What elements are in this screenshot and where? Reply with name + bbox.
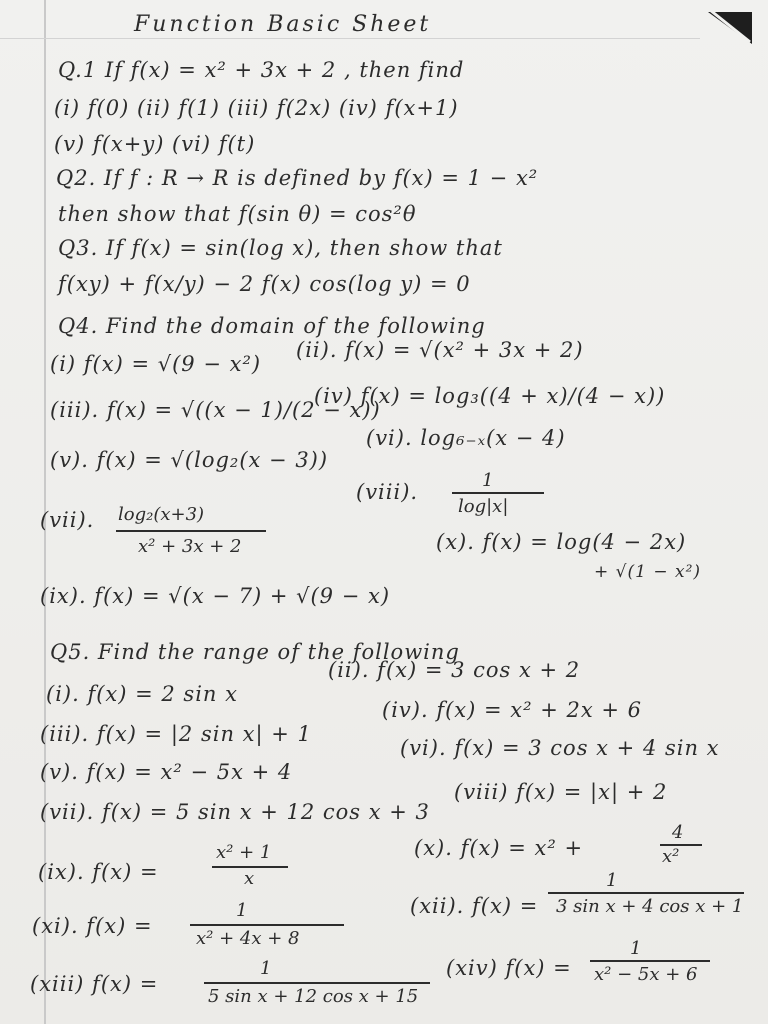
q2-line2: then show that f(sin θ) = cos²θ <box>58 202 417 226</box>
q5-item-xi-label: (xi). f(x) = <box>32 914 153 938</box>
q5-item-xiii-denominator: 5 sin x + 12 cos x + 15 <box>208 986 419 1007</box>
q5-heading: Q5. Find the range of the following <box>50 640 460 664</box>
q1-line1: Q.1 If f(x) = x² + 3x + 2 , then find <box>58 58 465 82</box>
q4-item-viii-numerator: 1 <box>482 470 494 491</box>
q5-item-ii: (ii). f(x) = 3 cos x + 2 <box>328 658 581 682</box>
q3-line2: f(xy) + f(x/y) − 2 f(x) cos(log y) = 0 <box>58 272 471 296</box>
q5-item-i: (i). f(x) = 2 sin x <box>46 682 238 706</box>
q4-item-x: (x). f(x) = log(4 − 2x) <box>436 530 687 554</box>
q5-item-xiv-label: (xiv) f(x) = <box>446 956 572 980</box>
q5-item-xii-label: (xii). f(x) = <box>410 894 539 918</box>
fraction-bar <box>116 530 266 532</box>
q4-item-ii: (ii). f(x) = √(x² + 3x + 2) <box>296 338 584 362</box>
q5-item-ix-denominator: x <box>244 868 255 889</box>
q5-item-iv: (iv). f(x) = x² + 2x + 6 <box>382 698 642 722</box>
fraction-bar <box>452 492 544 494</box>
q5-item-ix-numerator: x² + 1 <box>216 842 272 863</box>
q5-item-ix-label: (ix). f(x) = <box>38 860 159 884</box>
q4-item-vi: (vi). log₆₋ₓ(x − 4) <box>366 426 566 450</box>
q1-line3: (v) f(x+y) (vi) f(t) <box>54 132 256 156</box>
fraction-bar <box>548 892 744 894</box>
q4-item-viii-denominator: log|x| <box>458 496 509 517</box>
q4-item-vii-denominator: x² + 3x + 2 <box>138 536 242 557</box>
fraction-bar <box>204 982 430 984</box>
corner-fold-mark <box>704 6 758 46</box>
q4-item-iii: (iii). f(x) = √((x − 1)/(2 − x)) <box>50 398 381 422</box>
q4-item-x-continued: + √(1 − x²) <box>594 562 702 582</box>
q5-item-xiii-numerator: 1 <box>260 958 272 979</box>
q1-line2: (i) f(0) (ii) f(1) (iii) f(2x) (iv) f(x+1) <box>54 96 459 120</box>
q5-item-vi: (vi). f(x) = 3 cos x + 4 sin x <box>400 736 720 760</box>
page-title: Function Basic Sheet <box>134 12 432 37</box>
q4-item-v: (v). f(x) = √(log₂(x − 3)) <box>50 448 329 472</box>
q5-item-x-denominator: x² <box>662 846 680 867</box>
fraction-bar <box>190 924 344 926</box>
q5-item-xiii-label: (xiii) f(x) = <box>30 972 159 996</box>
q4-heading: Q4. Find the domain of the following <box>58 314 486 338</box>
q4-item-vii-label: (vii). <box>40 508 95 532</box>
q4-item-ix: (ix). f(x) = √(x − 7) + √(9 − x) <box>40 584 391 608</box>
fraction-bar <box>590 960 710 962</box>
q5-item-xiv-numerator: 1 <box>630 938 642 959</box>
q5-item-xiv-denominator: x² − 5x + 6 <box>594 964 698 985</box>
q5-item-xi-numerator: 1 <box>236 900 248 921</box>
q5-item-v: (v). f(x) = x² − 5x + 4 <box>40 760 293 784</box>
q5-item-iii: (iii). f(x) = |2 sin x| + 1 <box>40 722 312 746</box>
q5-item-xii-denominator: 3 sin x + 4 cos x + 1 <box>556 896 744 917</box>
q4-item-i: (i) f(x) = √(9 − x²) <box>50 352 262 376</box>
q5-item-xi-denominator: x² + 4x + 8 <box>196 928 300 949</box>
q4-item-vii-numerator: log₂(x+3) <box>118 504 205 525</box>
q5-item-xii-numerator: 1 <box>606 870 618 891</box>
q5-item-x-label: (x). f(x) = x² + <box>414 836 584 860</box>
q4-item-iv: (iv) f(x) = log₃((4 + x)/(4 − x)) <box>314 384 666 408</box>
top-rule <box>0 38 700 39</box>
q4-item-viii-label: (viii). <box>356 480 419 504</box>
q3-line1: Q3. If f(x) = sin(log x), then show that <box>58 236 503 260</box>
q2-line1: Q2. If f : R → R is defined by f(x) = 1 − x² <box>56 166 539 190</box>
q5-item-vii: (vii). f(x) = 5 sin x + 12 cos x + 3 <box>40 800 430 824</box>
q5-item-x-numerator: 4 <box>672 822 684 843</box>
q5-item-viii: (viii) f(x) = |x| + 2 <box>454 780 668 804</box>
